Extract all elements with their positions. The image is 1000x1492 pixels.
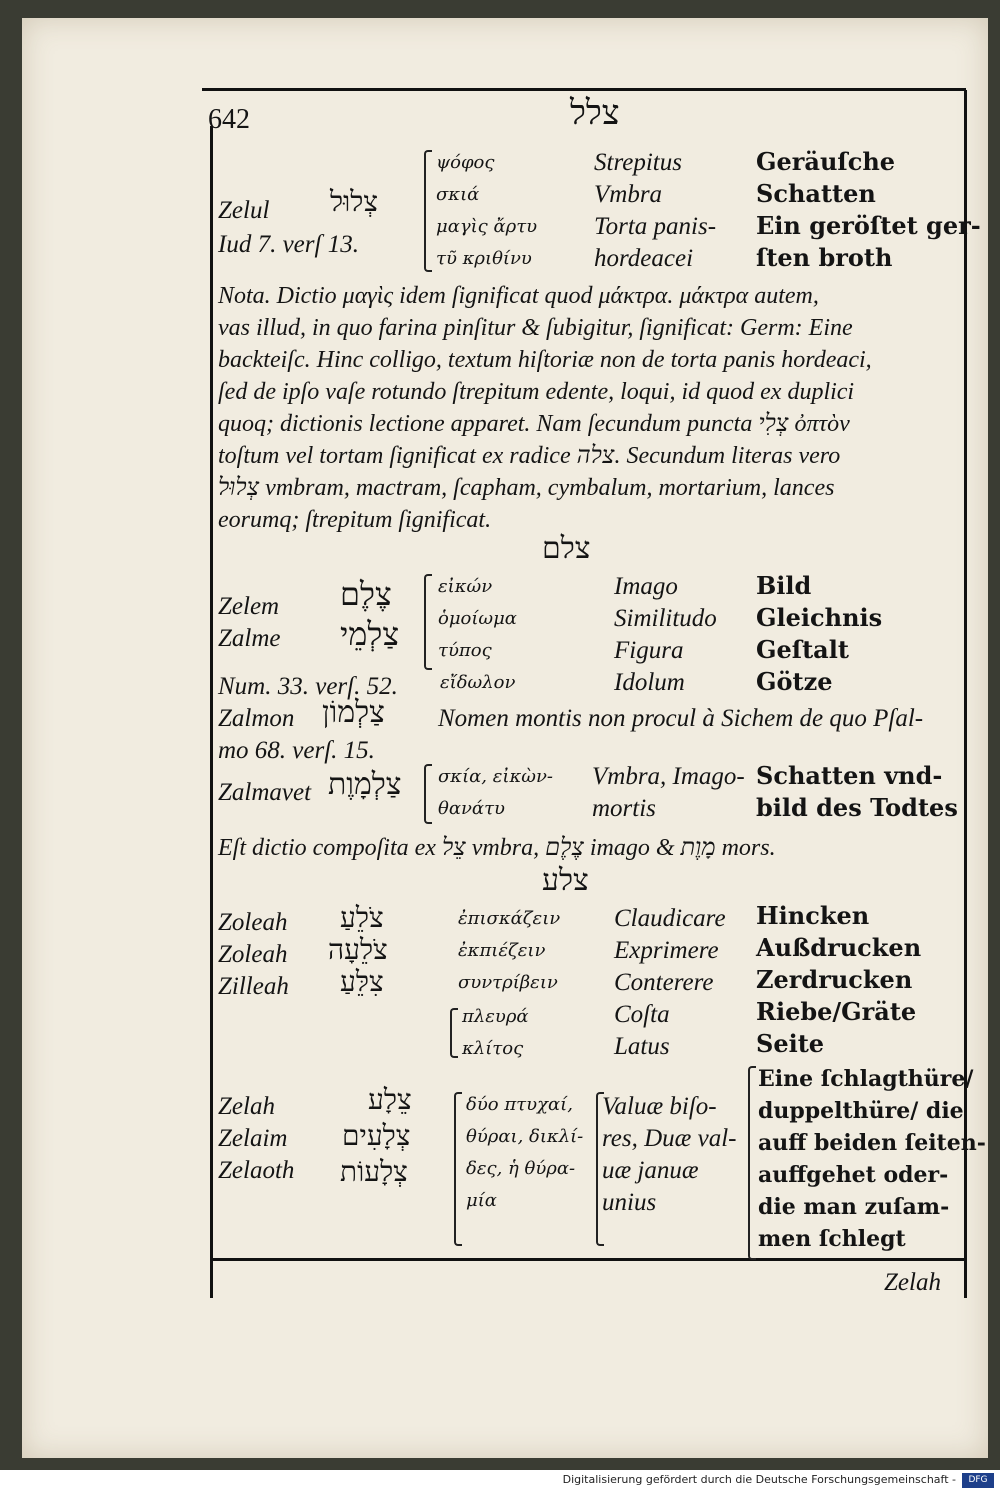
latin-zl-1: Claudicare [614, 905, 726, 932]
german-zelah-6: men ſchlegt [758, 1226, 906, 1252]
name-zilleah: Zilleah [218, 973, 289, 1000]
greek-zelul-2: σκιά [436, 184, 480, 205]
zalmon-text-2: mo 68. verſ. 15. [218, 737, 375, 764]
greek-zelah-4: μία [466, 1190, 497, 1211]
hebrew-zoleah-2: צֹלֵעָה [328, 933, 388, 966]
german-zl-1: Hincken [756, 901, 870, 930]
frame-right-rule [964, 90, 967, 1298]
german-zelah-1: Eine ſchlagthüre/ [758, 1066, 974, 1092]
page-number: 642 [208, 104, 250, 135]
greek-zelul-1: ψόφος [436, 152, 495, 173]
german-zelah-5: die man zuſam- [758, 1194, 950, 1220]
greek-zelah-3: δες, ἡ θύρα- [466, 1158, 576, 1179]
greek-zelul-3: μαγὶς ἄρτυ [436, 216, 538, 237]
greek-zl-5: κλίτος [462, 1038, 524, 1059]
hebrew-zalmon: צַלְמוֹן [322, 695, 385, 730]
bracket-zlm [424, 574, 432, 670]
bracket-zalmavet [424, 764, 432, 824]
greek-zalmavet-2: θανάτυ [438, 798, 505, 819]
german-zelul-2: Schatten [756, 179, 876, 208]
greek-zlm-4: εἴδωλον [440, 672, 516, 693]
greek-zalmavet-1: σκία, εἰκὼν- [438, 766, 553, 787]
latin-zelul-2: Vmbra [594, 181, 663, 208]
latin-zl-5: Latus [614, 1033, 670, 1060]
bracket-zl-lower [450, 1008, 458, 1058]
latin-zelah-3: uæ januæ [602, 1157, 699, 1184]
name-zalme: Zalme [218, 625, 281, 652]
catchword: Zelah [884, 1269, 941, 1296]
digitization-footer [0, 1470, 1000, 1492]
german-zl-5: Seite [756, 1029, 825, 1058]
nota-line-1: Nota. Dictio μαγὶς idem ſignificat quod μάκτρα. μάκτρα autem, [218, 283, 819, 309]
nota-line-8: eorumq; ſtrepitum ſignificat. [218, 507, 492, 533]
name-zoleah-1: Zoleah [218, 909, 288, 936]
german-zl-2: Außdrucken [756, 933, 922, 962]
latin-zl-2: Exprimere [614, 937, 719, 964]
frame-top-rule [202, 88, 966, 91]
nota-line-7: צְלוּל vmbram, mactram, ſcapham, cymbalum, mortarium, lances [218, 475, 835, 501]
nota-line-6: toſtum vel tortam ſignificat ex radice צלה. Secundum literas vero [218, 443, 841, 469]
name-zoleah-2: Zoleah [218, 941, 288, 968]
name-zelaoth: Zelaoth [218, 1157, 295, 1184]
latin-zelah-4: unius [602, 1189, 657, 1216]
book-page [22, 18, 988, 1458]
nota-line-4: ſed de ipſo vaſe rotundo ſtrepitum edente, loqui, id quod ex duplici [218, 379, 855, 405]
hebrew-zalmavet: צַלְמָוֶת [328, 767, 402, 802]
hebrew-zelem: צֶלֶם [340, 575, 392, 613]
latin-zlm-4: Idolum [614, 669, 685, 696]
greek-zl-2: ἐκπιέζειν [458, 940, 546, 961]
reference-zelul: Iud 7. verſ 13. [218, 231, 359, 258]
bracket-zelah-german [748, 1066, 756, 1260]
name-zelah: Zelah [218, 1093, 275, 1120]
latin-zlm-3: Figura [614, 637, 684, 664]
greek-zelah-2: θύραι, δικλί- [466, 1126, 584, 1147]
name-zelaim: Zelaim [218, 1125, 288, 1152]
latin-zlm-2: Similitudo [614, 605, 717, 632]
hebrew-zelaoth: צְלָעוֹת [340, 1155, 408, 1188]
name-zalmavet: Zalmavet [218, 779, 312, 806]
hebrew-zelah: צֵלָע [368, 1083, 412, 1116]
hebrew-zelaim: צְלָעִים [342, 1119, 411, 1152]
name-zalmon: Zalmon [218, 705, 295, 732]
nota-line-5: quoq; dictionis lectione apparet. Nam ſecundum puncta צְלִי ὀπτὸν [218, 411, 850, 437]
greek-zl-3: συντρίβειν [458, 972, 558, 993]
german-zelul-3: Ein geröſtet ger- [756, 211, 981, 240]
latin-zelul-3: Torta panis- [594, 213, 717, 240]
hebrew-zoleah-1: צֹלֵעַ [340, 901, 384, 934]
german-zlm-3: Geſtalt [756, 635, 849, 664]
german-zalmavet-2: bild des Todtes [756, 793, 958, 822]
greek-zelul-4: τῦ κριθίνυ [436, 248, 532, 269]
german-zl-4: Riebe/Gräte [756, 997, 917, 1026]
running-head: צלל [570, 93, 620, 133]
hebrew-zilleah: צִלֵּעַ [340, 965, 384, 998]
nota-line-2: vas illud, in quo farina pinſitur & ſubigitur, ſignificat: Germ: Eine [218, 315, 853, 341]
greek-zl-1: ἐπισκάζειν [458, 908, 561, 929]
latin-zl-3: Conterere [614, 969, 714, 996]
latin-zalmavet-1: Vmbra, Imago- [592, 763, 745, 790]
latin-zl-4: Coſta [614, 1001, 670, 1028]
bracket-zelah-greek [454, 1092, 462, 1246]
greek-zelah-1: δύο πτυχαί, [466, 1094, 573, 1115]
german-zlm-4: Götze [756, 667, 833, 696]
german-zlm-1: Bild [756, 571, 812, 600]
reference-zlm: Num. 33. verſ. 52. [218, 673, 398, 700]
section-heading-zl: צלע [542, 863, 589, 898]
greek-zlm-2: ὁμοίωμα [438, 608, 517, 629]
greek-zlm-1: εἰκών [438, 576, 493, 597]
latin-zelul-1: Strepitus [594, 149, 682, 176]
german-zelah-2: duppelthüre/ die [758, 1098, 964, 1124]
latin-zalmavet-2: mortis [592, 795, 656, 822]
name-zelem: Zelem [218, 593, 280, 620]
hebrew-zalme: צַלְמֵי [340, 615, 400, 653]
footer-credit-text: Digitalisierung gefördert durch die Deutsche Forschungsgemeinschaft - [562, 1473, 956, 1486]
german-zelul-1: Geräuſche [756, 147, 896, 176]
bracket-zelul [424, 150, 432, 272]
frame-bottom-rule [210, 1258, 966, 1261]
german-zalmavet-1: Schatten vnd- [756, 761, 943, 790]
latin-zelah-2: res, Duæ val- [602, 1125, 737, 1152]
german-zelah-4: auffgehet oder- [758, 1162, 949, 1188]
section-heading-zlm: צלם [542, 531, 591, 566]
latin-zlm-1: Imago [614, 573, 678, 600]
german-zlm-2: Gleichnis [756, 603, 883, 632]
latin-zelah-1: Valuæ biſo- [602, 1093, 717, 1120]
greek-zl-4: πλευρά [462, 1006, 529, 1027]
hebrew-zelul: צְלוּל [330, 185, 379, 218]
zalmavet-note: Eſt dictio compoſita ex צֵל vmbra, צֶלֶם imago & מָוֶת mors. [218, 835, 776, 861]
german-zelul-4: ſten broth [756, 243, 893, 272]
name-zelul: Zelul [218, 197, 270, 224]
german-zl-3: Zerdrucken [756, 965, 913, 994]
nota-line-3: backteiſc. Hinc colligo, textum hiſtoriæ non de torta panis hordeaci, [218, 347, 872, 373]
dfg-logo: DFG [962, 1473, 994, 1488]
zalmon-text-1: Nomen montis non procul à Sichem de quo Pſal- [438, 705, 924, 732]
latin-zelul-4: hordeacei [594, 245, 694, 272]
greek-zlm-3: τύπος [438, 640, 492, 661]
frame-left-rule [210, 126, 213, 1298]
german-zelah-3: auff beiden ſeiten- [758, 1130, 986, 1156]
